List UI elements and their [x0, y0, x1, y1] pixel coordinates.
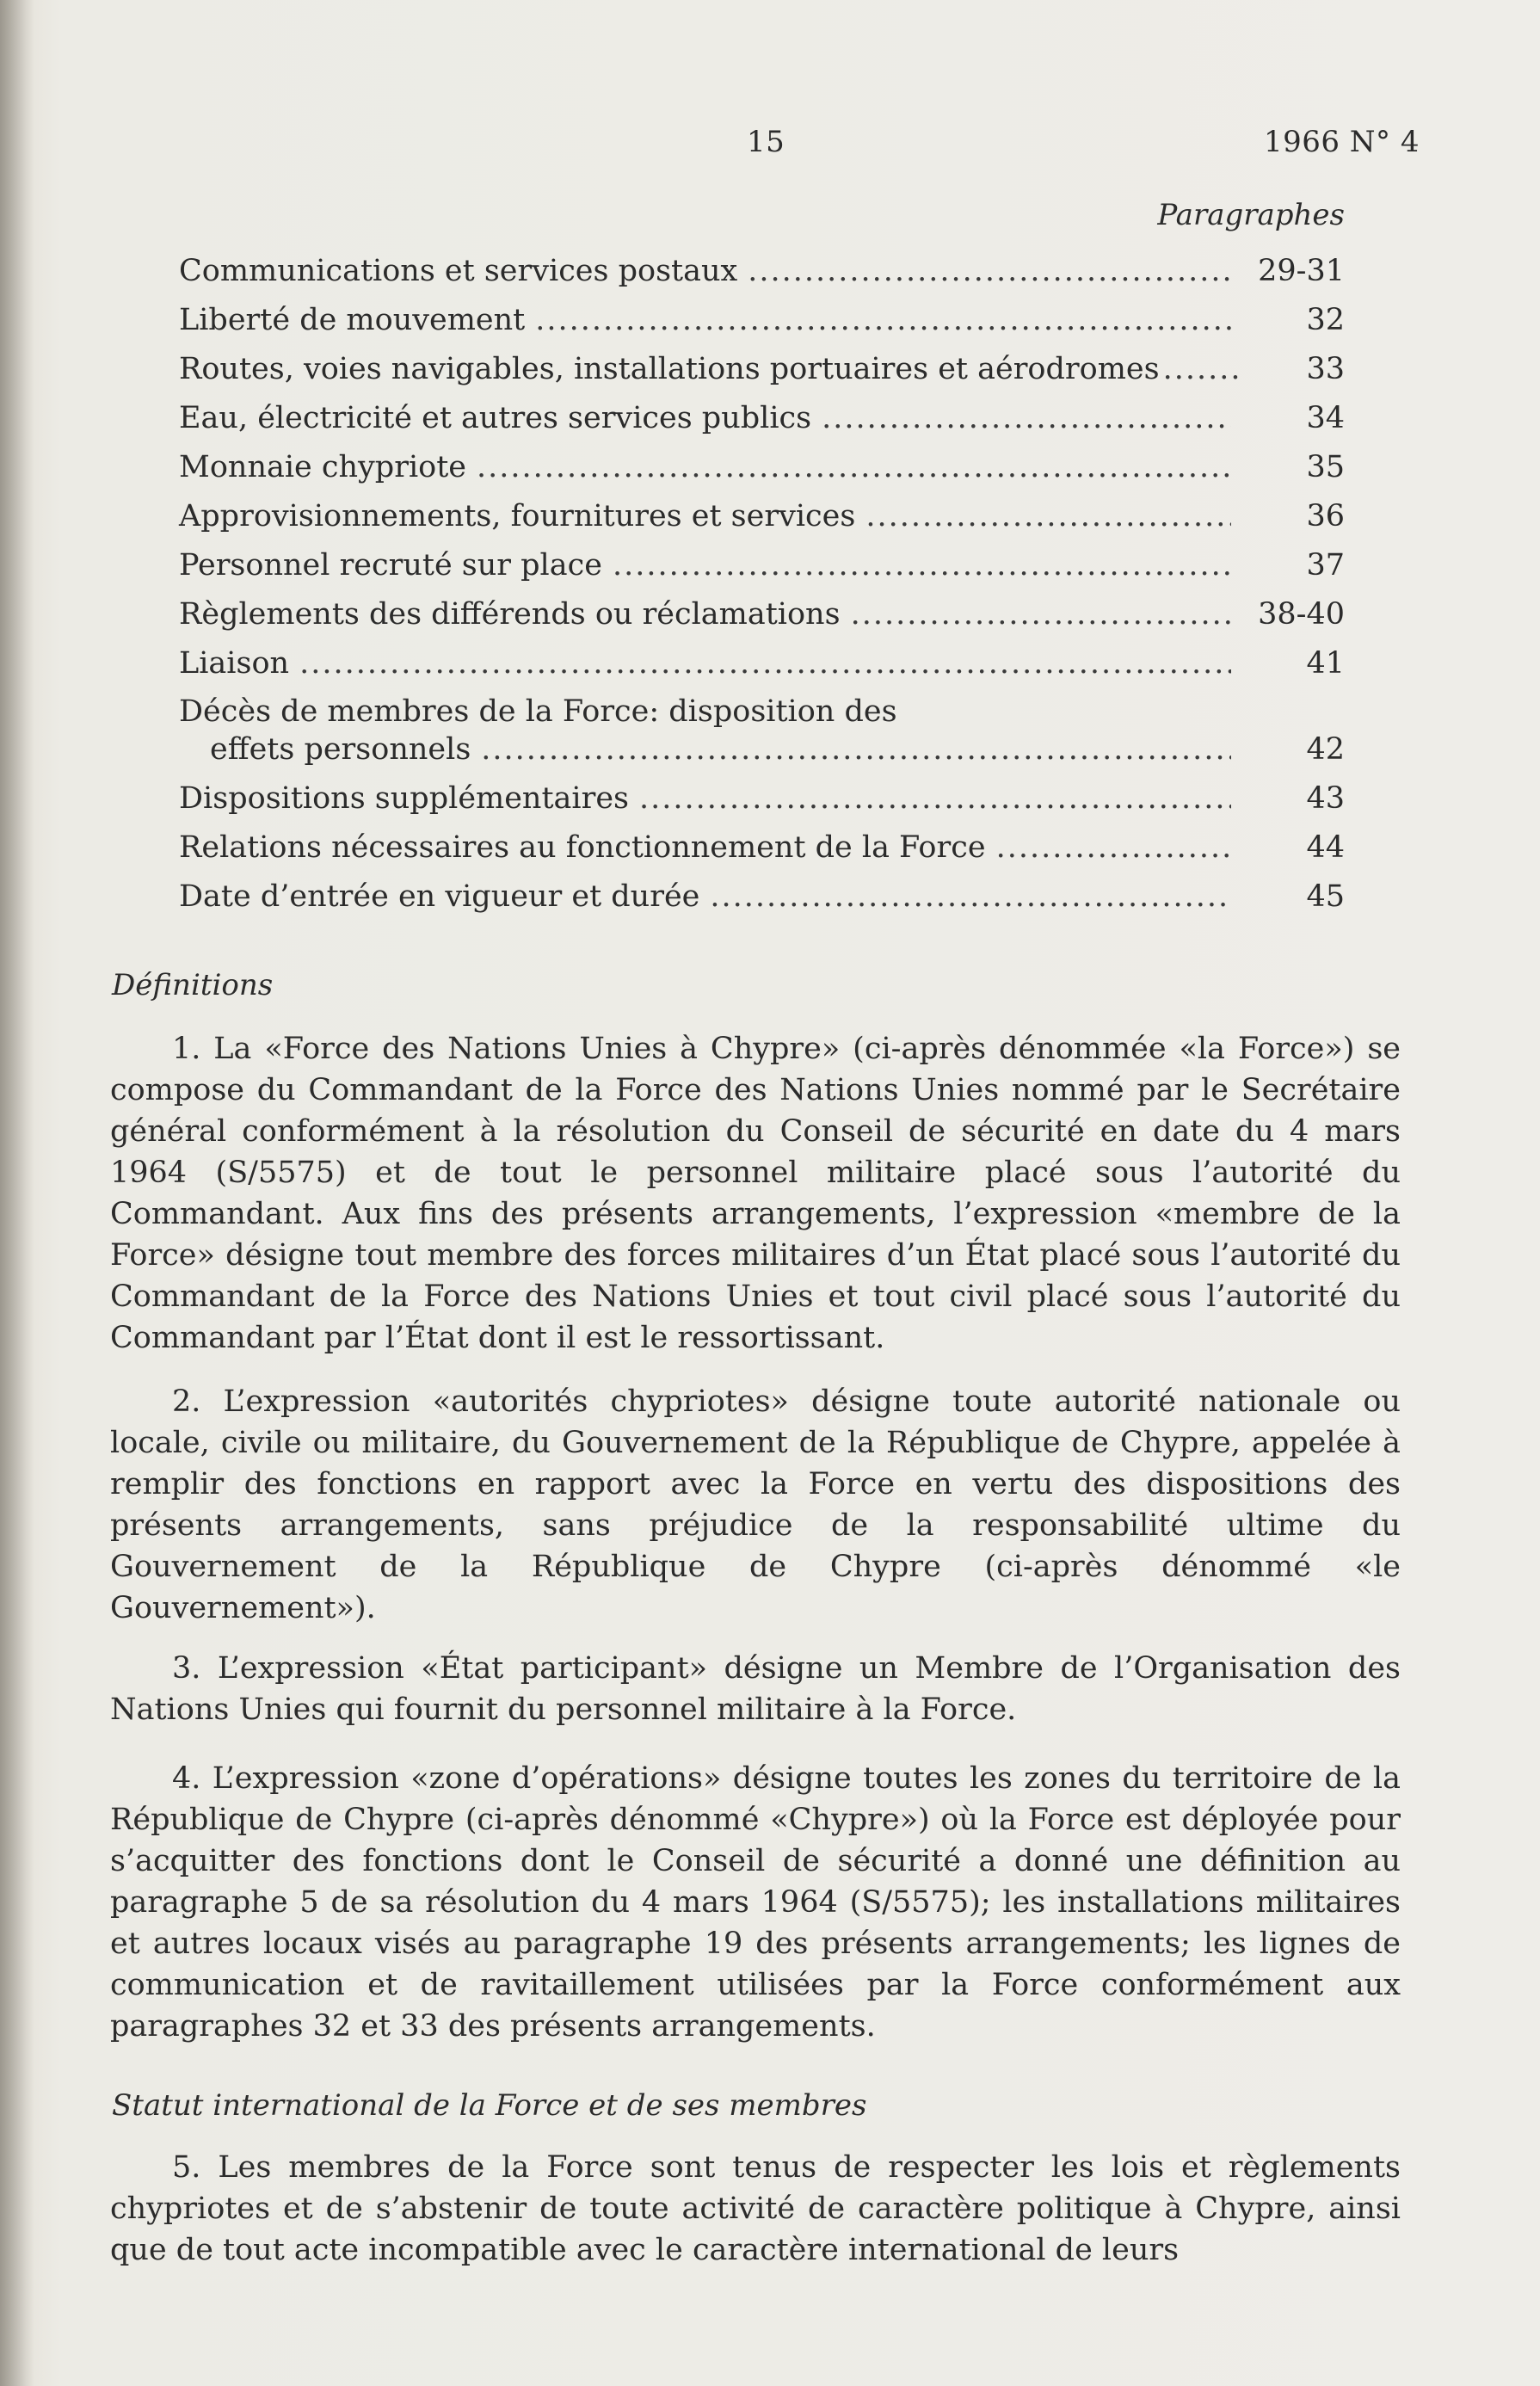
dot-leader [613, 546, 1231, 584]
dot-leader [1163, 350, 1238, 388]
toc-entry-label-continued: effets personnels [210, 732, 471, 767]
dot-leader [822, 399, 1231, 437]
paragraph-2: 2. L’expression «autorités chypriotes» désigne toute autorité nationale ou locale, civile ou militaire, du Gouvernement de la République de Chypre, appelée à remplir des fonctions en rapport avec la Force en vertu des dispositions des présents arrangements, sans préjudice de la responsabilité ultime du Gouvernement de la République de Chypre (ci-après dénommé «le Gouvernement»). [110, 1384, 1401, 1625]
toc-entry [179, 241, 1345, 290]
dot-leader [865, 497, 1231, 535]
toc-entry-label: Relations nécessaires au fonctionnement de la Force [179, 830, 986, 865]
toc-entry-label: Eau, électricité et autres services publics [179, 401, 812, 435]
toc-entry [179, 535, 1345, 584]
toc-entry [179, 486, 1345, 535]
toc-entry-paragraphs: 32 [1306, 303, 1345, 337]
paragraph-3: 3. L’expression «État participant» désigne un Membre de l’Organisation des Nations Unies qui fournit du personnel militaire à la Force. [110, 1651, 1401, 1727]
toc-entry [179, 388, 1345, 437]
toc-entry-paragraphs: 42 [1306, 732, 1345, 767]
dot-leader [748, 252, 1231, 290]
toc-entry-label: Monnaie chypriote [179, 450, 466, 484]
paragraph-1: 1. La «Force des Nations Unies à Chypre» (ci-après dénommée «la Force») se compose du Commandant de la Force des Nations Unies nommé par le Secrétaire général conformément à la résolution du Conseil de sécurité en date du 4 mars 1964 (S/5575) et de tout le personnel militaire placé sous l’autorité du Commandant. Aux fins des présents arrangements, l’expression «membre de la Force» désigne tout membre des forces militaires d’un État placé sous l’autorité du Commandant de la Force des Nations Unies et tout civil placé sous l’autorité du Commandant par l’État dont il est le ressortissant. [110, 1032, 1401, 1355]
dot-leader [639, 780, 1231, 817]
toc-entry-label: Décès de membres de la Force: disposition des [179, 694, 897, 729]
toc-entry [179, 290, 1345, 339]
dot-leader [477, 448, 1231, 486]
toc-entry-label: Communications et services postaux [179, 254, 738, 288]
dot-leader [481, 731, 1231, 768]
toc-entry-paragraphs: 34 [1306, 401, 1345, 435]
toc-entry-paragraphs: 29-31 [1258, 254, 1345, 288]
toc-entry [179, 584, 1345, 633]
toc-entry-paragraphs: 45 [1306, 879, 1345, 914]
toc-entry-label: Personnel recruté sur place [179, 548, 602, 583]
running-head [0, 125, 1540, 168]
toc-entry-paragraphs: 44 [1306, 830, 1345, 865]
toc-entry [179, 817, 1345, 866]
toc-entry-paragraphs: 37 [1306, 548, 1345, 583]
toc-entry-paragraphs: 38-40 [1258, 597, 1345, 632]
toc-entry [179, 633, 1345, 682]
toc-entry-paragraphs: 41 [1306, 646, 1345, 681]
toc-entry-paragraphs: 36 [1306, 499, 1345, 533]
toc-entry-paragraphs: 33 [1306, 352, 1345, 386]
table-of-contents [179, 198, 1345, 916]
toc-entry-label: Approvisionnements, fournitures et services [179, 499, 856, 533]
toc-entry [179, 682, 1345, 768]
toc-entry-paragraphs: 43 [1306, 781, 1345, 816]
toc-column-header: Paragraphes [1157, 198, 1345, 232]
dot-leader [996, 829, 1231, 866]
dot-leader [299, 644, 1231, 682]
toc-entry-paragraphs: 35 [1306, 450, 1345, 484]
section-title-international-status: Statut international de la Force et de ses membres [112, 2088, 867, 2123]
toc-entry-label: Dispositions supplémentaires [179, 781, 630, 816]
toc-entry-label: Règlements des différends ou réclamations [179, 597, 841, 632]
toc-entry-label: Date d’entrée en vigueur et durée [179, 879, 700, 914]
dot-leader [535, 301, 1231, 339]
toc-entry-continuation [179, 731, 1345, 768]
toc-entry [179, 768, 1345, 817]
toc-entry [179, 339, 1345, 388]
dot-leader [851, 595, 1231, 633]
page-number: 15 [747, 125, 785, 159]
toc-entry-label: Liberté de mouvement [179, 303, 526, 337]
paragraph-5: 5. Les membres de la Force sont tenus de respecter les lois et règlements chypriotes et de s’abstenir de toute activité de caractère politique à Chypre, ainsi que de tout acte incompatible avec le caractère international de leurs [110, 2150, 1401, 2267]
binding-shadow [0, 0, 34, 2386]
paragraph-4: 4. L’expression «zone d’opérations» désigne toutes les zones du territoire de la République de Chypre (ci-après dénommé «Chypre») où la Force est déployée pour s’acquitter des fonctions dont le Conseil de sécurité a donné une définition au paragraphe 5 de sa résolution du 4 mars 1964 (S/5575); les installations militaires et autres locaux visés au paragraphe 19 des présents arrangements; les lignes de communication et de ravitaillement utilisées par la Force conformément aux paragraphes 32 et 33 des présents arrangements. [110, 1761, 1401, 2044]
toc-entry [179, 866, 1345, 916]
section-title-definitions: Définitions [112, 968, 274, 1002]
toc-entry-label: Routes, voies navigables, installations portuaires et aérodromes [179, 352, 1160, 386]
dot-leader [710, 878, 1231, 916]
toc-entry-label: Liaison [179, 646, 290, 681]
issue-reference: 1966 N° 4 [1263, 125, 1420, 159]
toc-entry [179, 437, 1345, 486]
